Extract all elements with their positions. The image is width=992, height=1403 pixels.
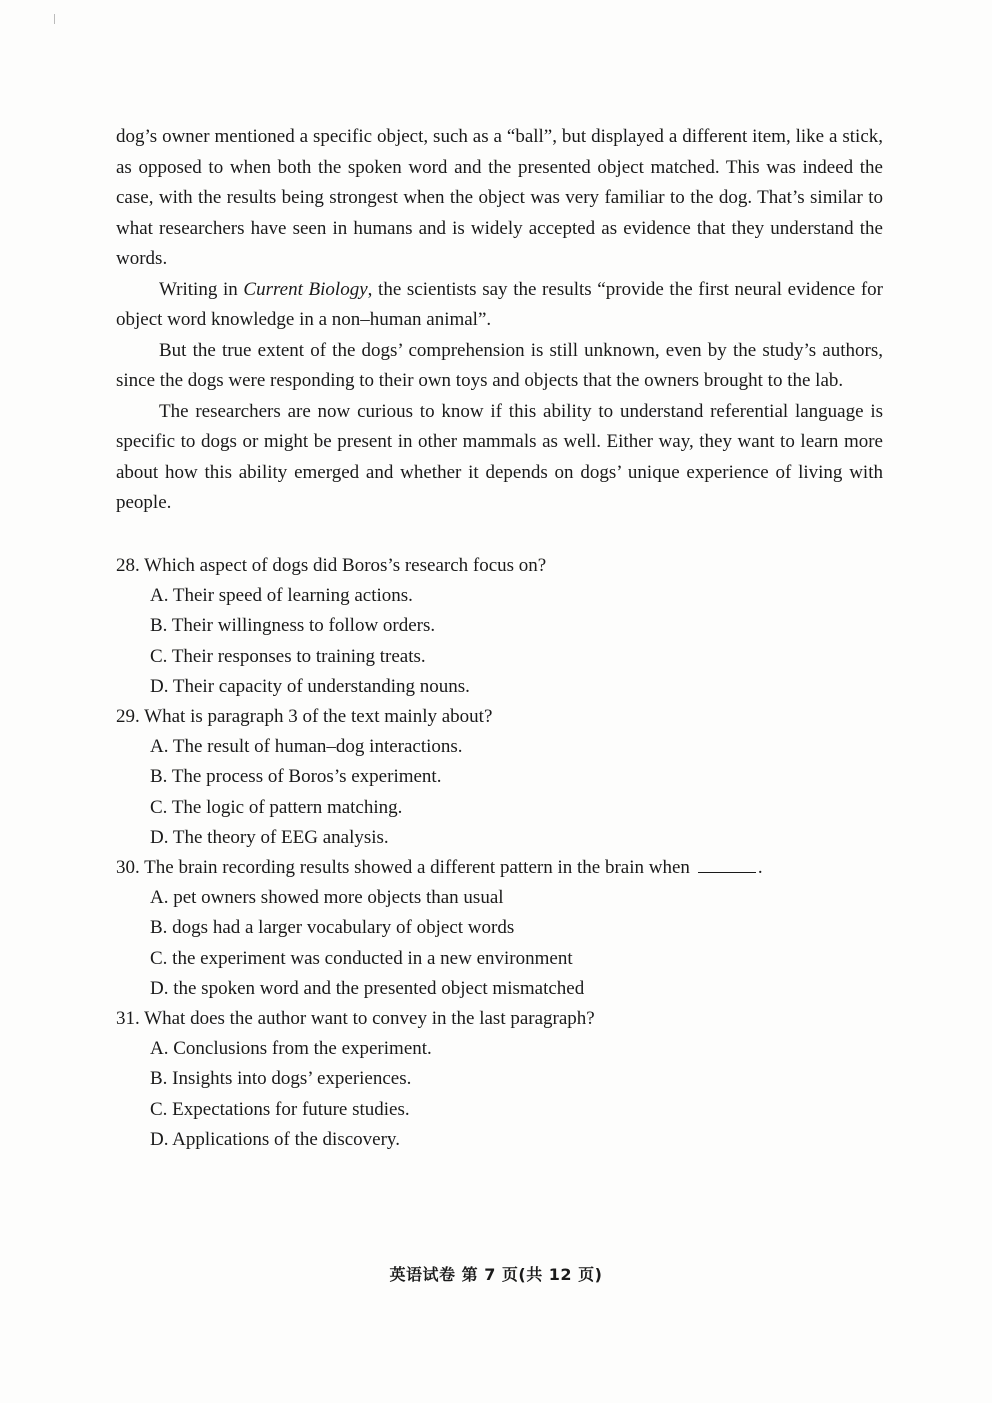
option-b: B. The process of Boros’s experiment. bbox=[150, 766, 442, 788]
p2-text-after: , the scientists say the results “provide the first neural evidence for object word knowledge in a non–human animal”. bbox=[116, 278, 883, 330]
answer-blank bbox=[698, 858, 756, 873]
question-stem bbox=[116, 551, 883, 581]
question-number: 28. bbox=[116, 555, 140, 576]
option-a: A. Their speed of learning actions. bbox=[150, 585, 413, 607]
question-stem bbox=[116, 702, 883, 732]
page-footer: 英语试卷 第 7 页(共 12 页) bbox=[389, 1265, 603, 1284]
question-list bbox=[116, 551, 883, 1155]
option-b: B. dogs had a larger vocabulary of object words bbox=[150, 917, 515, 939]
question-number: 30. bbox=[116, 857, 140, 879]
option-a: A. Conclusions from the experiment. bbox=[150, 1038, 432, 1060]
scan-edge-mark bbox=[54, 14, 55, 24]
journal-name: Current Biology bbox=[243, 278, 368, 300]
question-number: 31. bbox=[116, 1008, 140, 1030]
question-30 bbox=[116, 853, 883, 1004]
option-d: D. Applications of the discovery. bbox=[150, 1128, 400, 1150]
question-31 bbox=[116, 1004, 883, 1155]
option-list bbox=[116, 883, 883, 1004]
question-28 bbox=[116, 551, 883, 702]
question-stem bbox=[116, 853, 883, 883]
option-a: A. pet owners showed more objects than usual bbox=[150, 887, 504, 909]
passage-paragraph-4: The researchers are now curious to know if this ability to understand referential language is specific to dogs or might be present in other mammals as well. Either way, they want to learn more about how this ability emerged and whether it depends on dogs’ unique experience of living with people. bbox=[116, 400, 883, 513]
option-c: C. The logic of pattern matching. bbox=[150, 796, 403, 818]
question-number: 29. bbox=[116, 706, 140, 728]
question-text: Which aspect of dogs did Boros’s research focus on? bbox=[144, 555, 547, 576]
option-b: B. Their willingness to follow orders. bbox=[150, 615, 436, 637]
passage-paragraph-1: dog’s owner mentioned a specific object, such as a “ball”, but displayed a different item, like a stick, as opposed to when both the spoken word and the presented object matched. This was indeed the case, with the results being strongest when the object was very familiar to the dog. That’s similar to what researchers have seen in humans and is widely accepted as evidence that they understand the words. bbox=[116, 126, 883, 269]
question-text: What does the author want to convey in the last paragraph? bbox=[144, 1008, 595, 1030]
question-29 bbox=[116, 702, 883, 853]
option-list bbox=[116, 1034, 883, 1155]
option-d: D. Their capacity of understanding nouns. bbox=[150, 675, 470, 697]
option-c: C. the experiment was conducted in a new environment bbox=[150, 947, 573, 969]
question-stem bbox=[116, 1004, 883, 1034]
option-list bbox=[116, 732, 883, 853]
reading-passage bbox=[116, 122, 883, 519]
option-d: D. The theory of EEG analysis. bbox=[150, 826, 389, 848]
question-text: What is paragraph 3 of the text mainly about? bbox=[144, 706, 493, 728]
option-b: B. Insights into dogs’ experiences. bbox=[150, 1068, 412, 1090]
option-list bbox=[116, 581, 883, 702]
option-d: D. the spoken word and the presented object mismatched bbox=[150, 977, 585, 999]
option-a: A. The result of human–dog interactions. bbox=[150, 736, 463, 758]
p2-text-before: Writing in bbox=[159, 278, 244, 300]
option-c: C. Expectations for future studies. bbox=[150, 1098, 410, 1120]
option-c: C. Their responses to training treats. bbox=[150, 645, 426, 667]
question-text: The brain recording results showed a different pattern in the brain when bbox=[144, 857, 690, 879]
question-stem-end: . bbox=[757, 857, 763, 879]
passage-paragraph-3: But the true extent of the dogs’ comprehension is still unknown, even by the study’s authors, since the dogs were responding to their own toys and objects that the owners brought to the lab. bbox=[116, 339, 883, 391]
passage-paragraph-2 bbox=[116, 275, 883, 336]
